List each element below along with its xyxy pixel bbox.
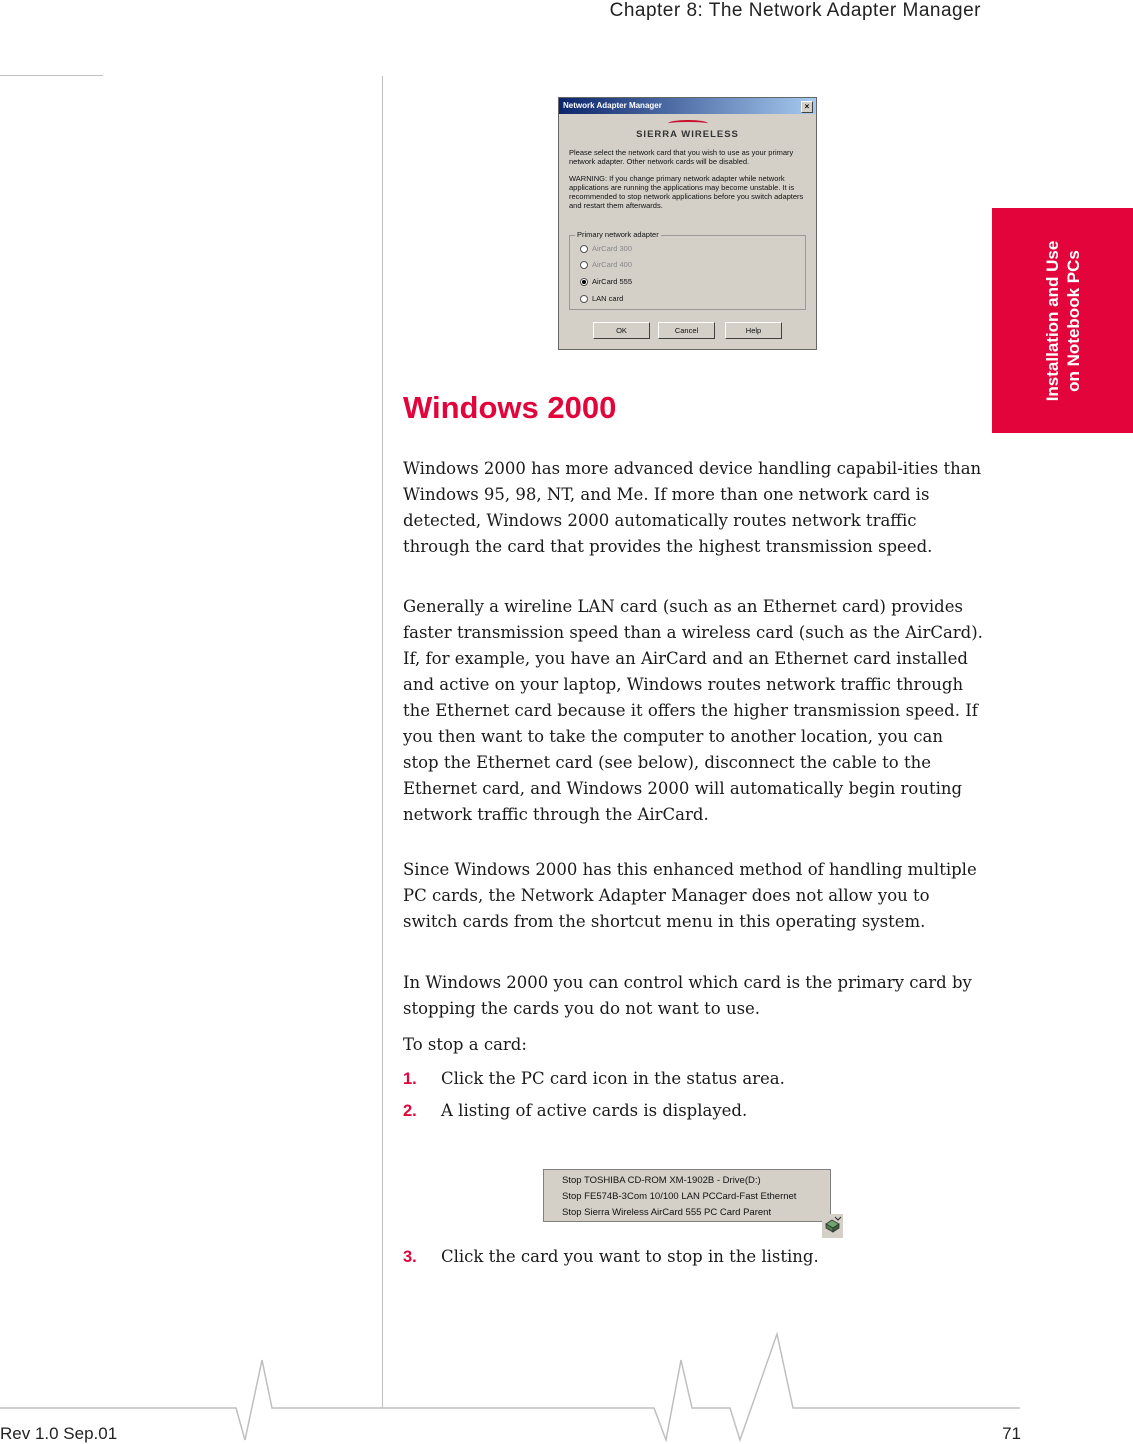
dialog-title: Network Adapter Manager bbox=[563, 101, 662, 110]
dialog-titlebar bbox=[559, 98, 816, 114]
step-number: 3. bbox=[403, 1248, 417, 1266]
header-rule bbox=[0, 75, 103, 76]
menu-item-stop-ethernet[interactable]: Stop FE574B-3Com 10/100 LAN PCCard-Fast Ethernet bbox=[562, 1191, 797, 1202]
radio-icon bbox=[580, 245, 588, 253]
page-number: 71 bbox=[1002, 1424, 1021, 1443]
dialog-warning: WARNING: If you change primary network adapter while network applications are running the applications may become unstable. It is recommended to stop network applications before you switch adapters and restart them afterwards. bbox=[569, 174, 804, 210]
pc-card-tray-icon[interactable] bbox=[822, 1214, 843, 1238]
step-number: 1. bbox=[403, 1070, 417, 1088]
dialog-instructions: Please select the network card that you wish to use as your primary network adapter. Other network cards will be disabled. bbox=[569, 148, 794, 166]
step-2 bbox=[403, 1098, 983, 1124]
ok-button[interactable]: OK bbox=[593, 322, 650, 339]
side-tab-label: Installation and Use on Notebook PCs bbox=[1042, 240, 1083, 401]
help-button[interactable]: Help bbox=[725, 322, 782, 339]
revision-footer: Rev 1.0 Sep.01 bbox=[0, 1424, 118, 1443]
primary-adapter-group bbox=[569, 230, 806, 310]
paragraph-4: In Windows 2000 you can control which card is the primary card by stopping the cards you do not want to use. bbox=[403, 973, 972, 1018]
close-icon[interactable]: × bbox=[801, 101, 813, 113]
network-adapter-manager-dialog bbox=[558, 97, 817, 350]
footer-waveform-decoration bbox=[0, 1328, 1133, 1444]
paragraph-3: Since Windows 2000 has this enhanced method of handling multiple PC cards, the Network Adapter Manager does not allow you to switch cards from the shortcut menu in this operating system. bbox=[403, 860, 977, 931]
radio-aircard-400[interactable]: AirCard 400 bbox=[580, 259, 632, 271]
radio-lan-card[interactable]: LAN card bbox=[580, 293, 623, 305]
column-divider bbox=[382, 76, 383, 1408]
sierra-wireless-logo: SIERRA WIRELESS bbox=[559, 120, 816, 140]
step-text: Click the card you want to stop in the listing. bbox=[441, 1247, 819, 1266]
radio-aircard-300[interactable]: AirCard 300 bbox=[580, 243, 632, 255]
cancel-button[interactable]: Cancel bbox=[658, 322, 715, 339]
step-number: 2. bbox=[403, 1102, 417, 1120]
paragraph-5: To stop a card: bbox=[403, 1035, 527, 1054]
paragraph-2: Generally a wireline LAN card (such as an Ethernet card) provides faster transmission speed than a wireless card (such as the AirCard). If, for example, you have an AirCard and an Ethernet card installed and active on your laptop, Windows routes network traffic through the Ethernet card because it offers the higher transmission speed. If you then want to take the computer to another location, you can stop the Ethernet card (see below), disconnect the cable to the Ethernet card, and Windows 2000 will automatically begin routing network traffic through the AirCard. bbox=[403, 597, 983, 824]
menu-item-stop-aircard[interactable]: Stop Sierra Wireless AirCard 555 PC Card Parent bbox=[562, 1207, 772, 1218]
radio-selected-icon bbox=[580, 278, 588, 286]
paragraph-1: Windows 2000 has more advanced device handling capabil-ities than Windows 95, 98, NT, and Me. If more than one network card is detected, Windows 2000 automatically routes network traffic through the card that provides the highest transmission speed. bbox=[403, 459, 982, 556]
section-title: Windows 2000 bbox=[403, 390, 617, 425]
stop-card-menu bbox=[543, 1169, 831, 1222]
radio-icon bbox=[580, 261, 588, 269]
chapter-side-tab bbox=[992, 208, 1133, 433]
menu-item-stop-cdrom[interactable]: Stop TOSHIBA CD-ROM XM-1902B - Drive(D:) bbox=[562, 1175, 761, 1186]
running-header: Chapter 8: The Network Adapter Manager bbox=[609, 0, 981, 21]
radio-icon bbox=[580, 295, 588, 303]
radio-aircard-555[interactable]: AirCard 555 bbox=[580, 276, 632, 288]
group-label: Primary network adapter bbox=[577, 230, 659, 239]
step-text: A listing of active cards is displayed. bbox=[441, 1101, 748, 1120]
logo-swoosh-icon bbox=[668, 120, 708, 127]
step-3 bbox=[403, 1244, 983, 1270]
step-text: Click the PC card icon in the status area. bbox=[441, 1069, 785, 1088]
step-1 bbox=[403, 1066, 983, 1092]
